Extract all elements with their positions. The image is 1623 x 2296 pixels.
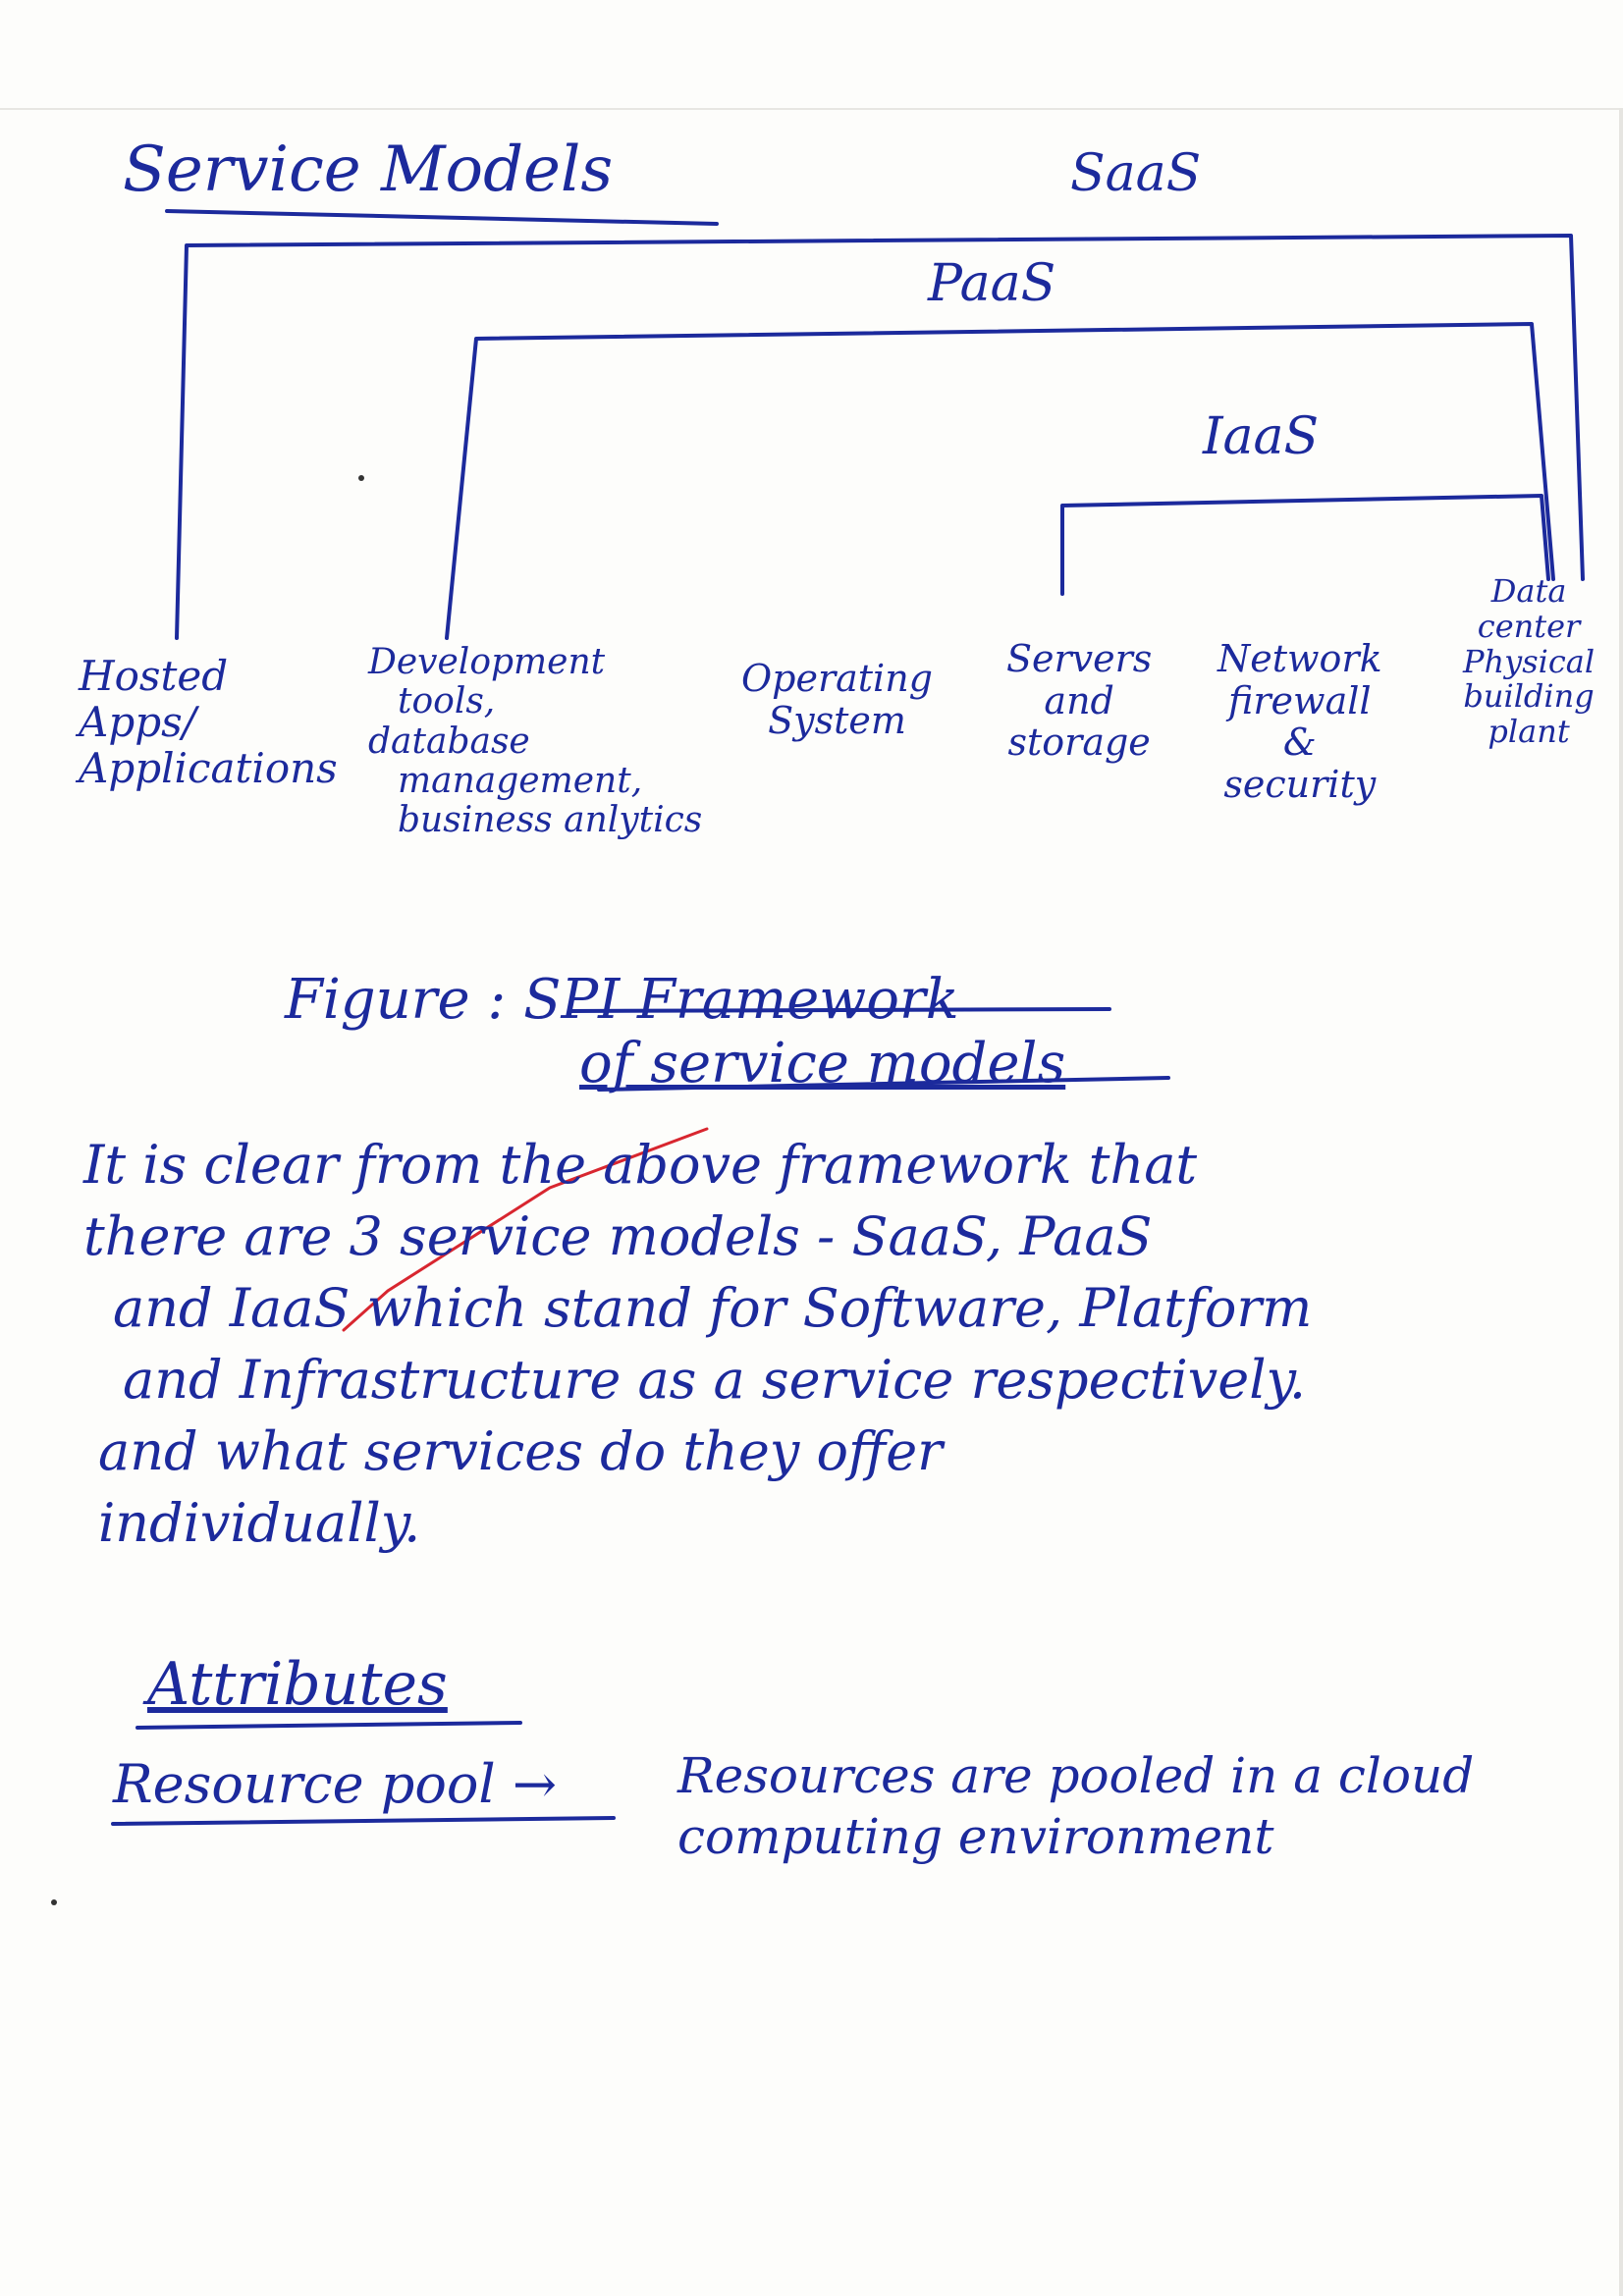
leaf-line: management,: [398, 760, 643, 801]
leaf-line: Data: [1490, 572, 1567, 610]
paragraph-line: and what services do they offer: [98, 1420, 943, 1482]
leaf-line: Hosted: [79, 652, 229, 700]
leaf-line: center: [1477, 607, 1581, 645]
leaf-servers-storage: [1006, 638, 1152, 764]
leaf-line: security: [1223, 762, 1377, 806]
attributes-underline: [137, 1723, 520, 1728]
leaf-line: Applications: [79, 744, 338, 793]
leaf-development-tools: [368, 643, 702, 841]
paas-label: PaaS: [928, 254, 1056, 313]
paragraph-line: individually.: [98, 1492, 421, 1554]
leaf-data-center: [1463, 574, 1595, 750]
attribute-name-text: Resource pool: [113, 1753, 496, 1815]
leaf-operating-system: [741, 658, 933, 741]
leaf-line: Apps/: [79, 698, 196, 747]
figure-caption-line2: of service models: [579, 1032, 1066, 1095]
leaf-line: business anlytics: [398, 800, 703, 841]
title-underline: [167, 211, 717, 224]
leaf-line: Operating: [741, 657, 934, 700]
leaf-line: building: [1463, 677, 1595, 716]
page-title: Service Models: [123, 133, 614, 206]
stray-dot: [358, 475, 364, 481]
leaf-line: firewall: [1228, 678, 1372, 722]
caption-prefix: Figure :: [285, 968, 507, 1032]
saas-label: SaaS: [1070, 144, 1202, 203]
figure-caption: [285, 968, 959, 1032]
arrow-icon: →: [512, 1753, 558, 1815]
paragraph-line: and IaaS which stand for Software, Platform: [113, 1277, 1313, 1339]
leaf-line: database: [368, 721, 530, 762]
resource-pool-underline: [113, 1818, 614, 1824]
leaf-line: storage: [1007, 721, 1151, 765]
leaf-line: and: [1044, 678, 1114, 722]
leaf-line: Physical: [1463, 642, 1596, 680]
attributes-heading: Attributes: [147, 1650, 448, 1719]
paas-bracket: [447, 324, 1553, 638]
saas-bracket: [177, 236, 1583, 638]
attribute-name: [113, 1753, 558, 1815]
leaf-line: Servers: [1006, 637, 1153, 680]
explanation-paragraph: [83, 1129, 1576, 1559]
stray-dot: [51, 1899, 57, 1905]
leaf-line: Network: [1217, 637, 1382, 680]
leaf-line: tools,: [398, 681, 496, 722]
leaf-hosted-apps: [79, 653, 338, 791]
attribute-desc-line: computing environment: [677, 1808, 1274, 1865]
leaf-line: Development: [368, 642, 606, 682]
attribute-desc-line: Resources are pooled in a cloud: [677, 1747, 1475, 1804]
paragraph-line: there are 3 service models - SaaS, PaaS: [83, 1205, 1153, 1267]
iaas-label: IaaS: [1203, 407, 1320, 466]
paragraph-line: and Infrastructure as a service respectively.: [123, 1349, 1306, 1411]
leaf-line: System: [768, 698, 906, 742]
leaf-line: &: [1282, 721, 1317, 765]
leaf-network-security: [1217, 638, 1382, 805]
attribute-description: [677, 1745, 1600, 1867]
caption-line1: SPI Framework: [523, 968, 959, 1032]
paragraph-line: It is clear from the above framework that: [83, 1134, 1198, 1196]
leaf-line: plant: [1488, 713, 1570, 751]
